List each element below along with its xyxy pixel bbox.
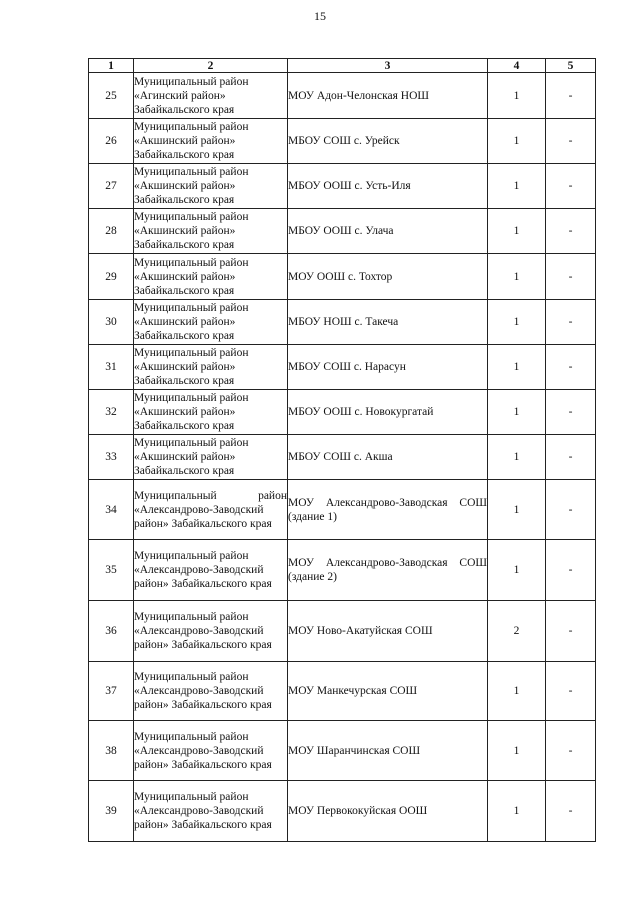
school-cell: МБОУ ООШ с. Усть-Иля — [288, 164, 488, 209]
row-number-cell: 28 — [89, 209, 134, 254]
row-number-cell: 30 — [89, 300, 134, 345]
district-cell: Муниципальный район «Александрово-Заводский район» Забайкальского края — [134, 540, 288, 601]
page-number: 15 — [314, 9, 326, 23]
table-row — [89, 73, 596, 119]
column-5-cell: - — [546, 209, 596, 254]
row-number-cell: 32 — [89, 390, 134, 435]
school-cell: МОУ Адон-Челонская НОШ — [288, 73, 488, 119]
column-5-cell: - — [546, 390, 596, 435]
column-5-cell: - — [546, 345, 596, 390]
school-cell: МБОУ СОШ с. Урейск — [288, 119, 488, 164]
school-cell: МОУ Александрово-Заводская СОШ (здание 1) — [288, 480, 488, 540]
quantity-cell: 1 — [488, 119, 546, 164]
table-row — [89, 390, 596, 435]
row-number-cell: 34 — [89, 480, 134, 540]
column-5-cell: - — [546, 540, 596, 601]
row-number-cell: 26 — [89, 119, 134, 164]
column-header-2: 2 — [134, 59, 288, 73]
quantity-cell: 1 — [488, 164, 546, 209]
table-row — [89, 435, 596, 480]
row-number-cell: 29 — [89, 254, 134, 300]
school-cell: МОУ ООШ с. Тохтор — [288, 254, 488, 300]
quantity-cell: 1 — [488, 480, 546, 540]
column-5-cell: - — [546, 73, 596, 119]
quantity-cell: 1 — [488, 540, 546, 601]
row-number-cell: 36 — [89, 601, 134, 662]
quantity-cell: 1 — [488, 73, 546, 119]
row-number-cell: 35 — [89, 540, 134, 601]
row-number-cell: 25 — [89, 73, 134, 119]
school-cell: МОУ Манкечурская СОШ — [288, 662, 488, 721]
row-number-cell: 37 — [89, 662, 134, 721]
district-cell: Муниципальный район «Александрово-Заводский район» Забайкальского края — [134, 662, 288, 721]
table-row — [89, 300, 596, 345]
district-cell: Муниципальный район «Александрово-Заводский район» Забайкальского края — [134, 601, 288, 662]
column-5-cell: - — [546, 119, 596, 164]
row-number-cell: 27 — [89, 164, 134, 209]
table-row — [89, 164, 596, 209]
column-5-cell: - — [546, 601, 596, 662]
column-5-cell: - — [546, 300, 596, 345]
quantity-cell: 1 — [488, 435, 546, 480]
district-cell: Муниципальный район «Александрово-Заводский район» Забайкальского края — [134, 480, 288, 540]
school-cell: МБОУ СОШ с. Акша — [288, 435, 488, 480]
quantity-cell: 2 — [488, 601, 546, 662]
table-row — [89, 119, 596, 164]
quantity-cell: 1 — [488, 721, 546, 781]
table-header-row — [89, 59, 596, 73]
district-cell: Муниципальный район «Акшинский район» Забайкальского края — [134, 164, 288, 209]
quantity-cell: 1 — [488, 390, 546, 435]
quantity-cell: 1 — [488, 345, 546, 390]
district-cell: Муниципальный район «Александрово-Заводский район» Забайкальского края — [134, 721, 288, 781]
district-cell: Муниципальный район «Акшинский район» Забайкальского края — [134, 209, 288, 254]
district-cell: Муниципальный район «Акшинский район» Забайкальского края — [134, 254, 288, 300]
table-body — [89, 73, 596, 842]
column-header-5: 5 — [546, 59, 596, 73]
column-5-cell: - — [546, 781, 596, 842]
district-cell: Муниципальный район «Акшинский район» Забайкальского края — [134, 300, 288, 345]
quantity-cell: 1 — [488, 254, 546, 300]
column-5-cell: - — [546, 435, 596, 480]
school-cell: МОУ Первококуйская ООШ — [288, 781, 488, 842]
table-row — [89, 662, 596, 721]
column-5-cell: - — [546, 480, 596, 540]
quantity-cell: 1 — [488, 300, 546, 345]
column-header-3: 3 — [288, 59, 488, 73]
school-cell: МБОУ ООШ с. Новокургатай — [288, 390, 488, 435]
district-cell: Муниципальный район «Акшинский район» Забайкальского края — [134, 119, 288, 164]
school-cell: МОУ Александрово-Заводская СОШ (здание 2) — [288, 540, 488, 601]
column-5-cell: - — [546, 662, 596, 721]
school-cell: МБОУ НОШ с. Такеча — [288, 300, 488, 345]
district-cell: Муниципальный район «Агинский район» Забайкальского края — [134, 73, 288, 119]
district-cell: Муниципальный район «Акшинский район» Забайкальского края — [134, 345, 288, 390]
table-row — [89, 601, 596, 662]
table-row — [89, 345, 596, 390]
column-5-cell: - — [546, 164, 596, 209]
school-cell: МОУ Шаранчинская СОШ — [288, 721, 488, 781]
schools-table — [88, 58, 596, 842]
quantity-cell: 1 — [488, 781, 546, 842]
row-number-cell: 38 — [89, 721, 134, 781]
column-header-1: 1 — [89, 59, 134, 73]
column-5-cell: - — [546, 254, 596, 300]
table-row — [89, 721, 596, 781]
district-cell: Муниципальный район «Акшинский район» Забайкальского края — [134, 390, 288, 435]
column-5-cell: - — [546, 721, 596, 781]
column-header-4: 4 — [488, 59, 546, 73]
quantity-cell: 1 — [488, 662, 546, 721]
row-number-cell: 33 — [89, 435, 134, 480]
district-cell: Муниципальный район «Александрово-Заводский район» Забайкальского края — [134, 781, 288, 842]
table-row — [89, 209, 596, 254]
table-row — [89, 480, 596, 540]
row-number-cell: 31 — [89, 345, 134, 390]
table-row — [89, 254, 596, 300]
row-number-cell: 39 — [89, 781, 134, 842]
school-cell: МОУ Ново-Акатуйская СОШ — [288, 601, 488, 662]
school-cell: МБОУ ООШ с. Улача — [288, 209, 488, 254]
school-cell: МБОУ СОШ с. Нарасун — [288, 345, 488, 390]
district-cell: Муниципальный район «Акшинский район» Забайкальского края — [134, 435, 288, 480]
table-row — [89, 781, 596, 842]
quantity-cell: 1 — [488, 209, 546, 254]
table-row — [89, 540, 596, 601]
